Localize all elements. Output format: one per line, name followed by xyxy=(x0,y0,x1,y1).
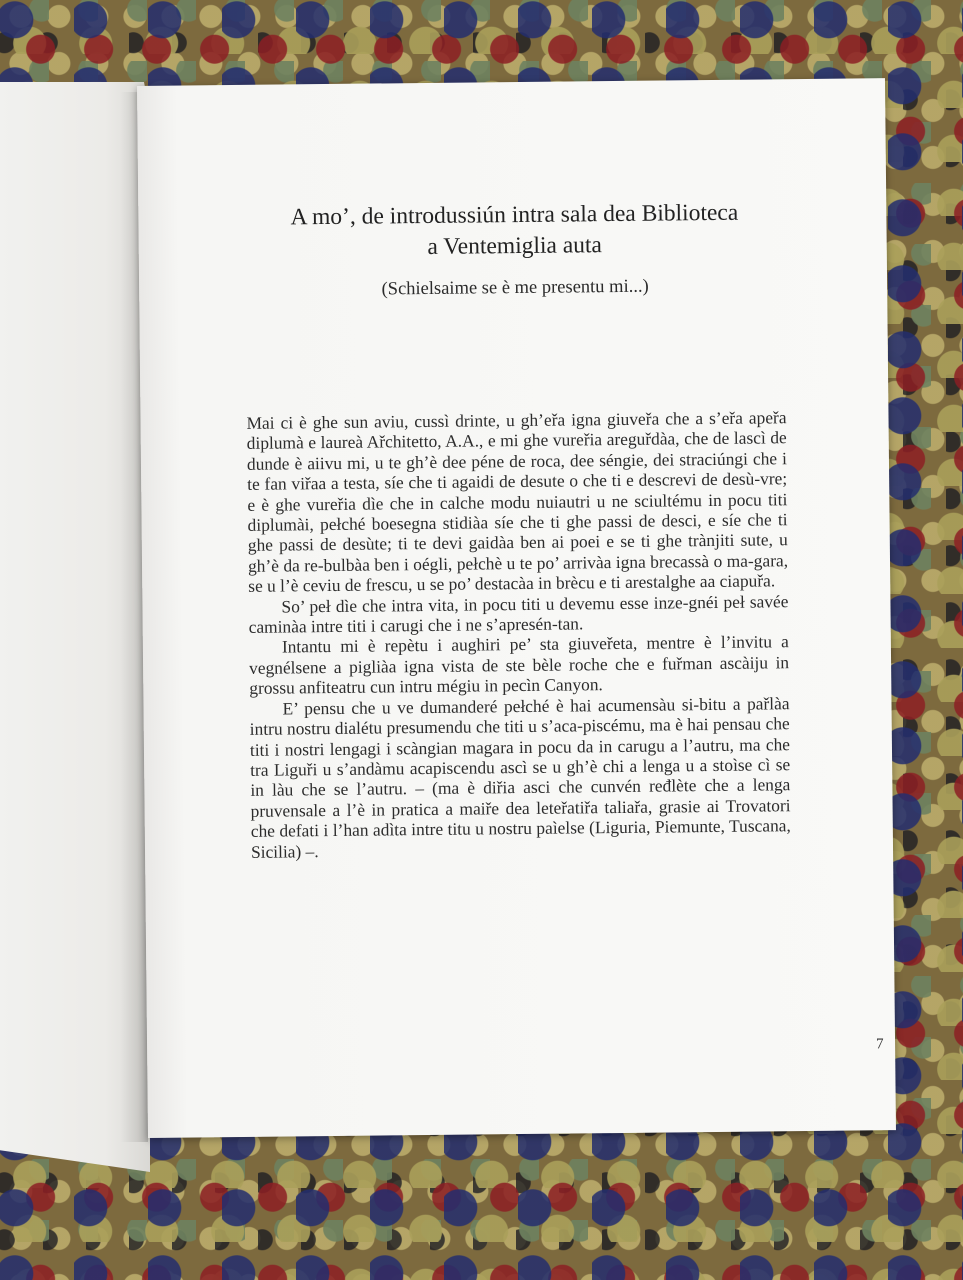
page-title xyxy=(244,197,785,265)
paragraph-1: Mai ci è ghe sun aviu, cussì drinte, u gh’eřa igna giuveřa che a s’eřa apeřa diplumà e laureà Ařchitetto, A.A., e mi ghe vureřia areguřdàa, che de lascì de dunde è aiivu mi, u te gh’è dee péne de roca, dee séngie, dei straciúngi che i te fan viřaa a testa, síe che ti agaidi de desute o che ti e descrevi de desù-vre; e è ghe vureřia dìe che in calche modu nuiautri u ne sciultému in pocu titi diplumài, pełché boesegna stidiàa síe che ti ghe passi de desci, e síe che ti ghe passi de desùte; ti te devi gaidàa ben ai poei e se ti ghe trànjiti sute, u gh’è da re-bulbàa ben i oégli, pełchè u te po’ arrivàa igna brecassà o ma-gara, se u l’è ceviu de frescu, u se po’ destacàa in brècu e ti arestalghe aa ciapuřa. xyxy=(246,407,789,597)
page-number: 7 xyxy=(875,1036,884,1053)
paragraph-2: So’ peł dìe che intra vita, in pocu titi u devemu esse inze-gnéi peł savée caminàa intre titi i carugi che i ne s’apresén-tan. xyxy=(248,590,789,637)
title-line-1: A mo’, de introdussiún intra sala dea Biblioteca xyxy=(290,199,739,231)
body-text xyxy=(246,407,791,862)
page-subtitle: (Schielsaime se è me presentu mi...) xyxy=(381,276,649,300)
paragraph-4: E’ pensu che u ve dumanderé pełché è hai acumensàu si-bitu a pařlàa intru nostru dialétu presumendu che titi u s’aca-piscému, ma è hai pensau che titi i nostri lengagi i scàngian magara in pocu da in carugu a l’autru, ma che tra Liguři u s’andàmu acapiscendu ascì se u gh’è chi a lenga u a stoìse cì se in làu che se l’autru. – (ma è diřia asci che cunvén ređlète che a lenga pruvensale a l’è in pratica a maiře dea leteřatiřa taliařa, grasie ai Trovatori che defati i l’han adìta intre titu u nostru paìelse (Liguria, Piemunte, Tuscana, Sicilia) –. xyxy=(249,692,791,862)
paragraph-3: Intantu mi è repètu i aughiri pe’ sta giuveřeta, mentre è l’invitu a vegnélsene a pigliàa igna vista de ste bèle roche che e fuřman ascàiju in grossu anfiteatru cun intru mégiu in pecìn Canyon. xyxy=(248,631,790,699)
book-page xyxy=(137,78,896,1138)
title-line-2: a Ventemiglia auta xyxy=(427,232,603,260)
